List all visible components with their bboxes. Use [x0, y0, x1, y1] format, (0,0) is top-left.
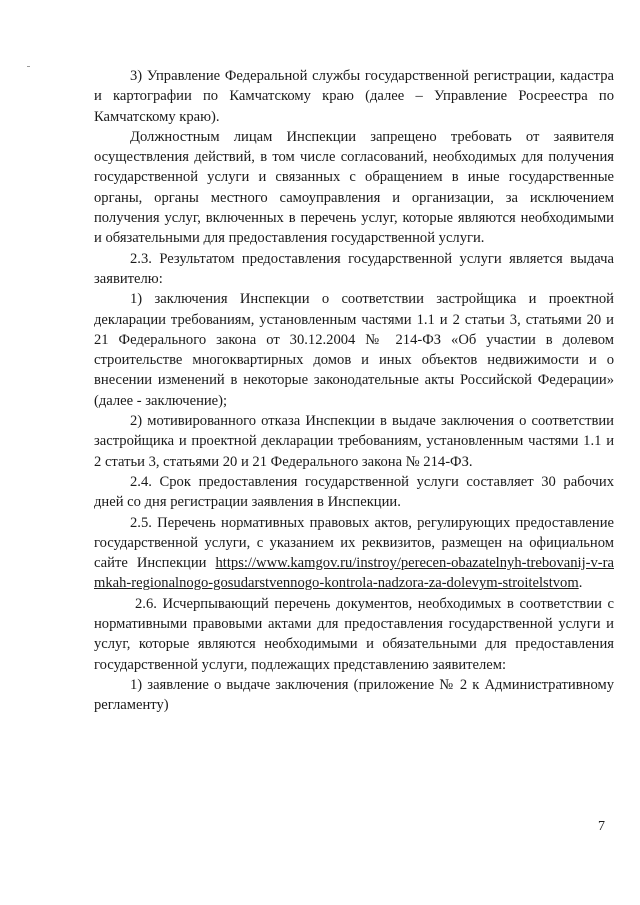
scan-artifact: [27, 66, 30, 67]
paragraph-prohibition: Должностным лицам Инспекции запрещено требовать от заявителя осуществления действий, в том числе согласований, необходимых для получения государственной услуги и связанных с обращением в иные государственные органы, органы местного самоуправления и организации, за исключением получения услуг, включенных в перечень услуг, которые являются необходимыми и обязательными для предоставления государственной услуги.: [94, 128, 614, 247]
paragraph-2-6-item-1: 1) заявление о выдаче заключения (приложение № 2 к Административному регламенту): [94, 676, 614, 714]
paragraph-2-3-item-1: 1) заключения Инспекции о соответствии застройщика и проектной декларации требованиям, установленным частями 1.1 и 2 статьи 3, статьями 20 и 21 Федерального закона от 30.12.2004 № 214-ФЗ «Об участии в долевом строительстве многоквартирных домов и иных объектов недвижимости и о внесении изменений в некоторые законодательные акты Российской Федерации» (далее - заключение);: [94, 291, 614, 409]
paragraph-2-5-end: .: [578, 575, 583, 592]
paragraph-2-3-item-2: 2) мотивированного отказа Инспекции в выдаче заключения о соответствии застройщика и проектной декларации требованиям, установленным частями 1.1 и 2 статьи 3, статьями 20 и 21 Федерального закона № 214-ФЗ.: [94, 413, 614, 470]
paragraph-2-6: 2.6. Исчерпывающий перечень документов, необходимых в соответствии с нормативными правовыми актами для предоставления государственной услуги и услуг, которые являются необходимыми и обязательными для предоставления государственной услуги, подлежащих представлению заявителем:: [94, 595, 614, 673]
paragraph-2-4: 2.4. Срок предоставления государственной услуги составляет 30 рабочих дней со дня регистрации заявления в Инспекции.: [94, 473, 614, 511]
paragraph-2-5-text: 2.5. Перечень нормативных правовых актов, регулирующих предоставление государственной услуги, с указанием их реквизитов, размещен на официальном сайте Инспекции: [94, 514, 614, 572]
paragraph-2-3: 2.3. Результатом предоставления государственной услуги является выдача заявителю:: [94, 250, 614, 287]
document-body: [94, 66, 614, 716]
paragraph-rosreestr: 3) Управление Федеральной службы государственной регистрации, кадастра и картографии по Камчатскому краю (далее – Управление Росреестра по Камчатскому краю).: [94, 68, 614, 125]
regulations-link[interactable]: https://www.kamgov.ru/instroy/perecen-obazatelnyh-trebovanij-v-ramkah-regionalnogo-gosudarstvennogo-kontrola-nadzora-za-dolevym-stroitelstvom: [94, 555, 614, 592]
paragraph-2-5: [94, 513, 614, 594]
page-number: 7: [598, 819, 605, 834]
